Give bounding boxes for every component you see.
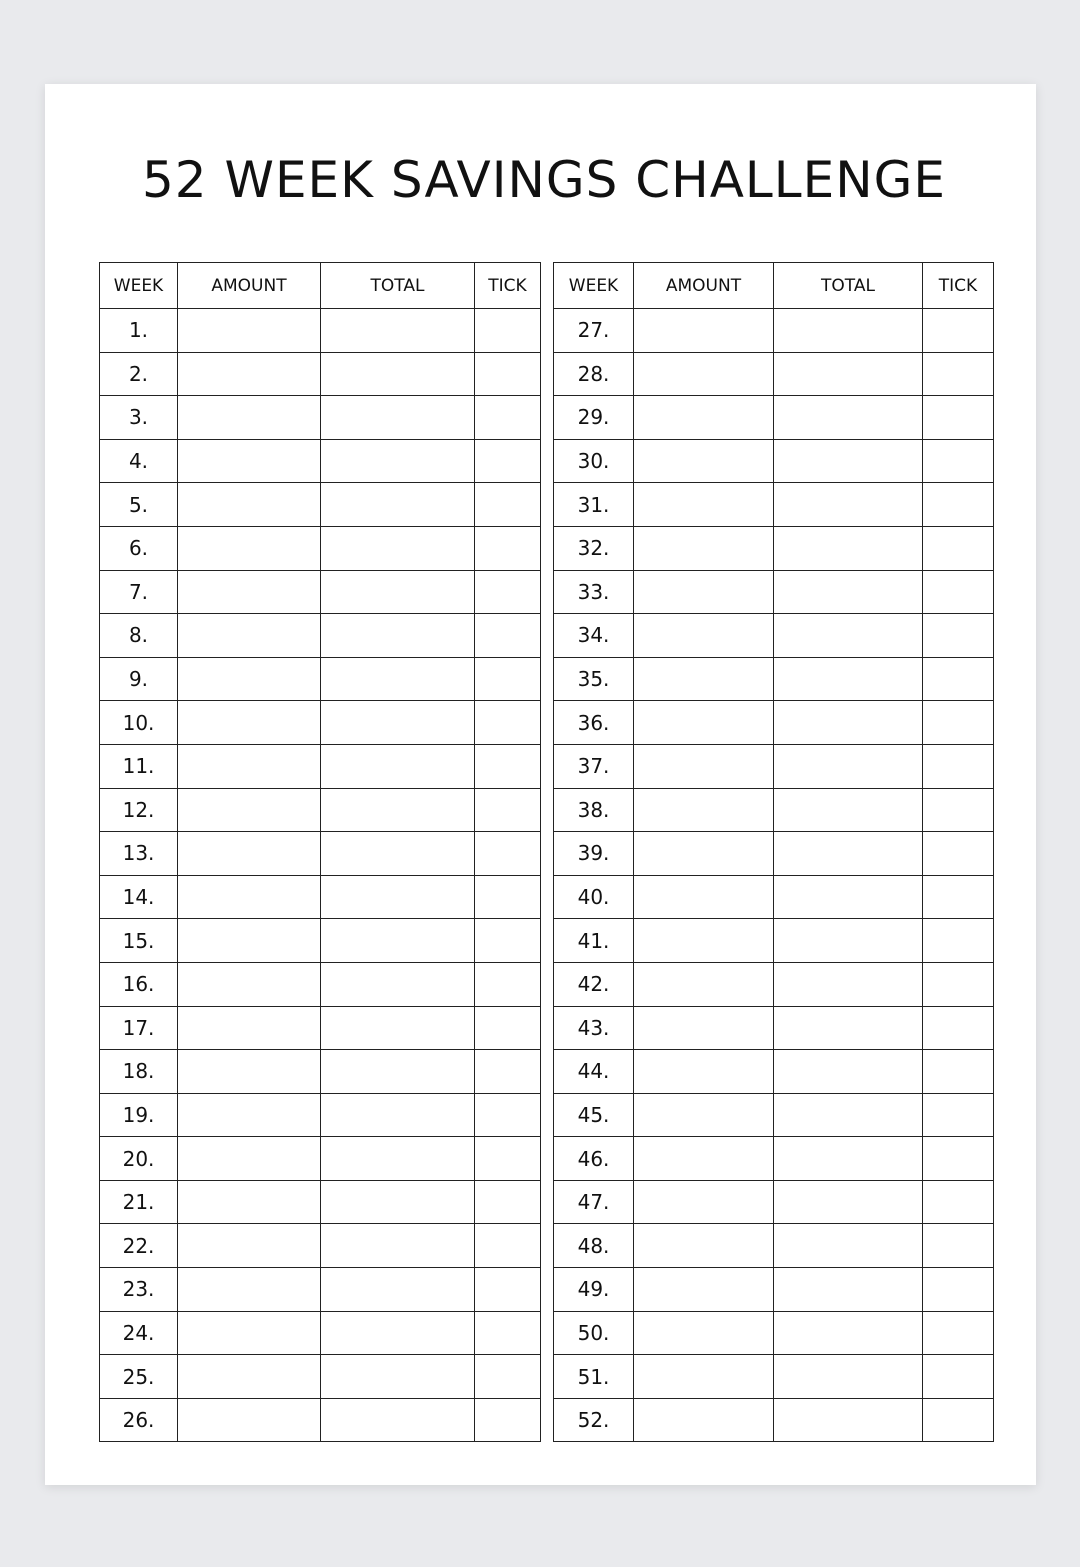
amount-cell[interactable] [178, 1093, 321, 1137]
week-number-cell: 19. [100, 1093, 178, 1137]
table-row [100, 657, 541, 701]
total-cell[interactable] [321, 570, 475, 614]
table-row [554, 352, 994, 396]
table-row [100, 1006, 541, 1050]
table-row [100, 396, 541, 440]
tick-header: TICK [923, 263, 994, 309]
tick-cell[interactable] [923, 483, 994, 527]
tick-cell[interactable] [923, 657, 994, 701]
week-number-cell: 8. [100, 614, 178, 658]
total-cell[interactable] [774, 1311, 923, 1355]
table-row [554, 1311, 994, 1355]
tick-cell[interactable] [475, 614, 541, 658]
week-number-cell: 21. [100, 1180, 178, 1224]
tick-cell[interactable] [475, 1398, 541, 1442]
amount-cell[interactable] [634, 1355, 774, 1399]
total-cell[interactable] [321, 526, 475, 570]
table-row [554, 1006, 994, 1050]
table-row [554, 439, 994, 483]
amount-cell[interactable] [178, 744, 321, 788]
table-row [554, 875, 994, 919]
week-number-cell: 33. [554, 570, 634, 614]
amount-cell[interactable] [178, 1311, 321, 1355]
table-row [100, 309, 541, 353]
total-cell[interactable] [321, 832, 475, 876]
total-cell[interactable] [321, 1268, 475, 1312]
tick-cell[interactable] [475, 832, 541, 876]
amount-cell[interactable] [634, 526, 774, 570]
week-number-cell: 41. [554, 919, 634, 963]
amount-cell[interactable] [178, 1268, 321, 1312]
total-cell[interactable] [774, 1398, 923, 1442]
table-row [100, 352, 541, 396]
tick-cell[interactable] [923, 832, 994, 876]
total-cell[interactable] [774, 396, 923, 440]
week-number-cell: 47. [554, 1180, 634, 1224]
amount-cell[interactable] [634, 788, 774, 832]
tick-cell[interactable] [475, 701, 541, 745]
week-number-cell: 37. [554, 744, 634, 788]
table-row [100, 1268, 541, 1312]
table-row [100, 1137, 541, 1181]
savings-table-right [553, 262, 994, 1442]
week-number-cell: 22. [100, 1224, 178, 1268]
table-row [554, 701, 994, 745]
week-number-cell: 35. [554, 657, 634, 701]
tick-cell[interactable] [923, 788, 994, 832]
amount-cell[interactable] [634, 309, 774, 353]
tick-cell[interactable] [475, 439, 541, 483]
total-cell[interactable] [774, 1006, 923, 1050]
table-row [554, 570, 994, 614]
tick-cell[interactable] [923, 439, 994, 483]
total-cell[interactable] [321, 1093, 475, 1137]
week-number-cell: 12. [100, 788, 178, 832]
total-cell[interactable] [321, 1006, 475, 1050]
total-cell[interactable] [774, 657, 923, 701]
total-cell[interactable] [774, 788, 923, 832]
total-cell[interactable] [774, 875, 923, 919]
tick-cell[interactable] [923, 1355, 994, 1399]
total-cell[interactable] [774, 483, 923, 527]
table-row [554, 962, 994, 1006]
amount-cell[interactable] [634, 875, 774, 919]
table-row [554, 1093, 994, 1137]
week-number-cell: 10. [100, 701, 178, 745]
amount-cell[interactable] [178, 701, 321, 745]
header-row [554, 263, 994, 309]
week-number-cell: 46. [554, 1137, 634, 1181]
table-row [100, 483, 541, 527]
table-row [100, 701, 541, 745]
table-row [554, 526, 994, 570]
week-number-cell: 3. [100, 396, 178, 440]
week-number-cell: 7. [100, 570, 178, 614]
amount-cell[interactable] [634, 919, 774, 963]
total-cell[interactable] [774, 1224, 923, 1268]
week-number-cell: 23. [100, 1268, 178, 1312]
table-row [100, 439, 541, 483]
table-row [554, 744, 994, 788]
table-row [554, 1137, 994, 1181]
amount-cell[interactable] [178, 1006, 321, 1050]
total-header: TOTAL [774, 263, 923, 309]
amount-cell[interactable] [178, 962, 321, 1006]
page-title: 52 WEEK SAVINGS CHALLENGE [142, 151, 946, 209]
total-cell[interactable] [774, 1180, 923, 1224]
total-cell[interactable] [774, 1355, 923, 1399]
table-row [100, 570, 541, 614]
week-number-cell: 39. [554, 832, 634, 876]
total-cell[interactable] [321, 439, 475, 483]
table-row [554, 1268, 994, 1312]
amount-cell[interactable] [634, 1398, 774, 1442]
amount-cell[interactable] [634, 1224, 774, 1268]
week-number-cell: 18. [100, 1050, 178, 1094]
amount-cell[interactable] [634, 1137, 774, 1181]
amount-cell[interactable] [634, 701, 774, 745]
tick-cell[interactable] [475, 1224, 541, 1268]
tick-cell[interactable] [923, 570, 994, 614]
week-number-cell: 43. [554, 1006, 634, 1050]
tick-header: TICK [475, 263, 541, 309]
total-cell[interactable] [321, 875, 475, 919]
week-header: WEEK [554, 263, 634, 309]
amount-cell[interactable] [178, 1050, 321, 1094]
amount-cell[interactable] [634, 1006, 774, 1050]
tick-cell[interactable] [475, 788, 541, 832]
week-header: WEEK [100, 263, 178, 309]
week-number-cell: 34. [554, 614, 634, 658]
table-row [554, 919, 994, 963]
tick-cell[interactable] [475, 1355, 541, 1399]
total-cell[interactable] [321, 1311, 475, 1355]
tick-cell[interactable] [923, 1137, 994, 1181]
table-row [554, 1398, 994, 1442]
amount-cell[interactable] [634, 657, 774, 701]
week-number-cell: 29. [554, 396, 634, 440]
amount-header: AMOUNT [178, 263, 321, 309]
week-number-cell: 25. [100, 1355, 178, 1399]
tick-cell[interactable] [475, 657, 541, 701]
week-number-cell: 9. [100, 657, 178, 701]
week-number-cell: 32. [554, 526, 634, 570]
total-cell[interactable] [321, 1180, 475, 1224]
amount-cell[interactable] [178, 439, 321, 483]
week-number-cell: 40. [554, 875, 634, 919]
table-row [554, 309, 994, 353]
total-cell[interactable] [774, 1050, 923, 1094]
table-row [554, 1180, 994, 1224]
week-number-cell: 11. [100, 744, 178, 788]
header-row [100, 263, 541, 309]
table-row [554, 832, 994, 876]
tick-cell[interactable] [475, 1268, 541, 1312]
tick-cell[interactable] [475, 1093, 541, 1137]
tick-cell[interactable] [923, 526, 994, 570]
table-row [100, 962, 541, 1006]
total-cell[interactable] [774, 832, 923, 876]
week-number-cell: 1. [100, 309, 178, 353]
week-number-cell: 16. [100, 962, 178, 1006]
table-row [554, 483, 994, 527]
tick-cell[interactable] [923, 1180, 994, 1224]
amount-cell[interactable] [634, 1180, 774, 1224]
amount-cell[interactable] [634, 439, 774, 483]
table-row [100, 1093, 541, 1137]
tick-cell[interactable] [475, 962, 541, 1006]
total-cell[interactable] [774, 352, 923, 396]
amount-cell[interactable] [178, 919, 321, 963]
total-cell[interactable] [321, 701, 475, 745]
week-number-cell: 48. [554, 1224, 634, 1268]
table-row [554, 396, 994, 440]
amount-cell[interactable] [634, 614, 774, 658]
table-row [100, 788, 541, 832]
tick-cell[interactable] [923, 1050, 994, 1094]
total-cell[interactable] [774, 962, 923, 1006]
table-row [100, 875, 541, 919]
amount-cell[interactable] [178, 1398, 321, 1442]
week-number-cell: 49. [554, 1268, 634, 1312]
tick-cell[interactable] [475, 309, 541, 353]
table-row [100, 919, 541, 963]
total-cell[interactable] [321, 1137, 475, 1181]
total-cell[interactable] [774, 1268, 923, 1312]
week-number-cell: 15. [100, 919, 178, 963]
table-row [100, 526, 541, 570]
tick-cell[interactable] [923, 962, 994, 1006]
table-row [100, 832, 541, 876]
total-cell[interactable] [321, 657, 475, 701]
tick-cell[interactable] [923, 1093, 994, 1137]
table-row [554, 1050, 994, 1094]
tick-cell[interactable] [923, 744, 994, 788]
week-number-cell: 50. [554, 1311, 634, 1355]
table-row [554, 788, 994, 832]
table-row [100, 614, 541, 658]
amount-cell[interactable] [634, 1050, 774, 1094]
tick-cell[interactable] [923, 1268, 994, 1312]
total-cell[interactable] [774, 919, 923, 963]
table-row [100, 1050, 541, 1094]
amount-cell[interactable] [178, 875, 321, 919]
total-cell[interactable] [321, 1224, 475, 1268]
amount-cell[interactable] [634, 1093, 774, 1137]
total-cell[interactable] [321, 309, 475, 353]
amount-cell[interactable] [178, 832, 321, 876]
week-number-cell: 13. [100, 832, 178, 876]
week-number-cell: 51. [554, 1355, 634, 1399]
tick-cell[interactable] [475, 919, 541, 963]
total-cell[interactable] [321, 962, 475, 1006]
week-number-cell: 42. [554, 962, 634, 1006]
amount-cell[interactable] [634, 1311, 774, 1355]
amount-cell[interactable] [178, 657, 321, 701]
tick-cell[interactable] [475, 1137, 541, 1181]
tick-cell[interactable] [475, 744, 541, 788]
tick-cell[interactable] [475, 1180, 541, 1224]
tick-cell[interactable] [475, 875, 541, 919]
table-row [554, 1355, 994, 1399]
amount-cell[interactable] [178, 526, 321, 570]
total-cell[interactable] [774, 614, 923, 658]
amount-cell[interactable] [178, 614, 321, 658]
tick-cell[interactable] [923, 1006, 994, 1050]
tick-cell[interactable] [923, 396, 994, 440]
week-number-cell: 17. [100, 1006, 178, 1050]
savings-table-left [99, 262, 541, 1442]
total-cell[interactable] [774, 701, 923, 745]
tick-cell[interactable] [475, 396, 541, 440]
total-header: TOTAL [321, 263, 475, 309]
total-cell[interactable] [321, 1050, 475, 1094]
total-cell[interactable] [774, 526, 923, 570]
amount-header: AMOUNT [634, 263, 774, 309]
amount-cell[interactable] [634, 570, 774, 614]
amount-cell[interactable] [634, 483, 774, 527]
week-number-cell: 52. [554, 1398, 634, 1442]
total-cell[interactable] [774, 744, 923, 788]
amount-cell[interactable] [178, 483, 321, 527]
week-number-cell: 2. [100, 352, 178, 396]
week-number-cell: 5. [100, 483, 178, 527]
amount-cell[interactable] [178, 309, 321, 353]
amount-cell[interactable] [178, 1224, 321, 1268]
total-cell[interactable] [321, 1398, 475, 1442]
table-row [100, 1224, 541, 1268]
tick-cell[interactable] [923, 352, 994, 396]
week-number-cell: 14. [100, 875, 178, 919]
week-number-cell: 6. [100, 526, 178, 570]
tick-cell[interactable] [923, 1311, 994, 1355]
amount-cell[interactable] [634, 396, 774, 440]
total-cell[interactable] [321, 788, 475, 832]
table-row [100, 1180, 541, 1224]
total-cell[interactable] [321, 352, 475, 396]
tick-cell[interactable] [923, 614, 994, 658]
table-row [554, 614, 994, 658]
week-number-cell: 31. [554, 483, 634, 527]
tick-cell[interactable] [923, 1398, 994, 1442]
table-row [100, 1311, 541, 1355]
amount-cell[interactable] [178, 788, 321, 832]
week-number-cell: 26. [100, 1398, 178, 1442]
table-row [100, 1355, 541, 1399]
total-cell[interactable] [774, 1093, 923, 1137]
week-number-cell: 28. [554, 352, 634, 396]
total-cell[interactable] [321, 1355, 475, 1399]
tick-cell[interactable] [475, 570, 541, 614]
tick-cell[interactable] [923, 875, 994, 919]
amount-cell[interactable] [634, 1268, 774, 1312]
week-number-cell: 20. [100, 1137, 178, 1181]
tick-cell[interactable] [475, 352, 541, 396]
tick-cell[interactable] [923, 309, 994, 353]
week-number-cell: 44. [554, 1050, 634, 1094]
amount-cell[interactable] [178, 570, 321, 614]
total-cell[interactable] [774, 1137, 923, 1181]
table-row [100, 1398, 541, 1442]
week-number-cell: 38. [554, 788, 634, 832]
week-number-cell: 24. [100, 1311, 178, 1355]
week-number-cell: 30. [554, 439, 634, 483]
amount-cell[interactable] [178, 1180, 321, 1224]
tick-cell[interactable] [923, 919, 994, 963]
total-cell[interactable] [774, 439, 923, 483]
amount-cell[interactable] [634, 352, 774, 396]
tick-cell[interactable] [475, 526, 541, 570]
week-number-cell: 27. [554, 309, 634, 353]
total-cell[interactable] [321, 483, 475, 527]
tick-cell[interactable] [923, 1224, 994, 1268]
tick-cell[interactable] [475, 1311, 541, 1355]
total-cell[interactable] [774, 570, 923, 614]
amount-cell[interactable] [634, 744, 774, 788]
amount-cell[interactable] [178, 352, 321, 396]
total-cell[interactable] [321, 614, 475, 658]
tick-cell[interactable] [475, 1006, 541, 1050]
amount-cell[interactable] [178, 1355, 321, 1399]
total-cell[interactable] [321, 744, 475, 788]
table-row [554, 657, 994, 701]
total-cell[interactable] [774, 309, 923, 353]
amount-cell[interactable] [178, 1137, 321, 1181]
week-number-cell: 36. [554, 701, 634, 745]
amount-cell[interactable] [178, 396, 321, 440]
total-cell[interactable] [321, 396, 475, 440]
amount-cell[interactable] [634, 832, 774, 876]
table-row [554, 1224, 994, 1268]
week-number-cell: 4. [100, 439, 178, 483]
tick-cell[interactable] [923, 701, 994, 745]
week-number-cell: 45. [554, 1093, 634, 1137]
tick-cell[interactable] [475, 483, 541, 527]
amount-cell[interactable] [634, 962, 774, 1006]
total-cell[interactable] [321, 919, 475, 963]
tick-cell[interactable] [475, 1050, 541, 1094]
table-row [100, 744, 541, 788]
